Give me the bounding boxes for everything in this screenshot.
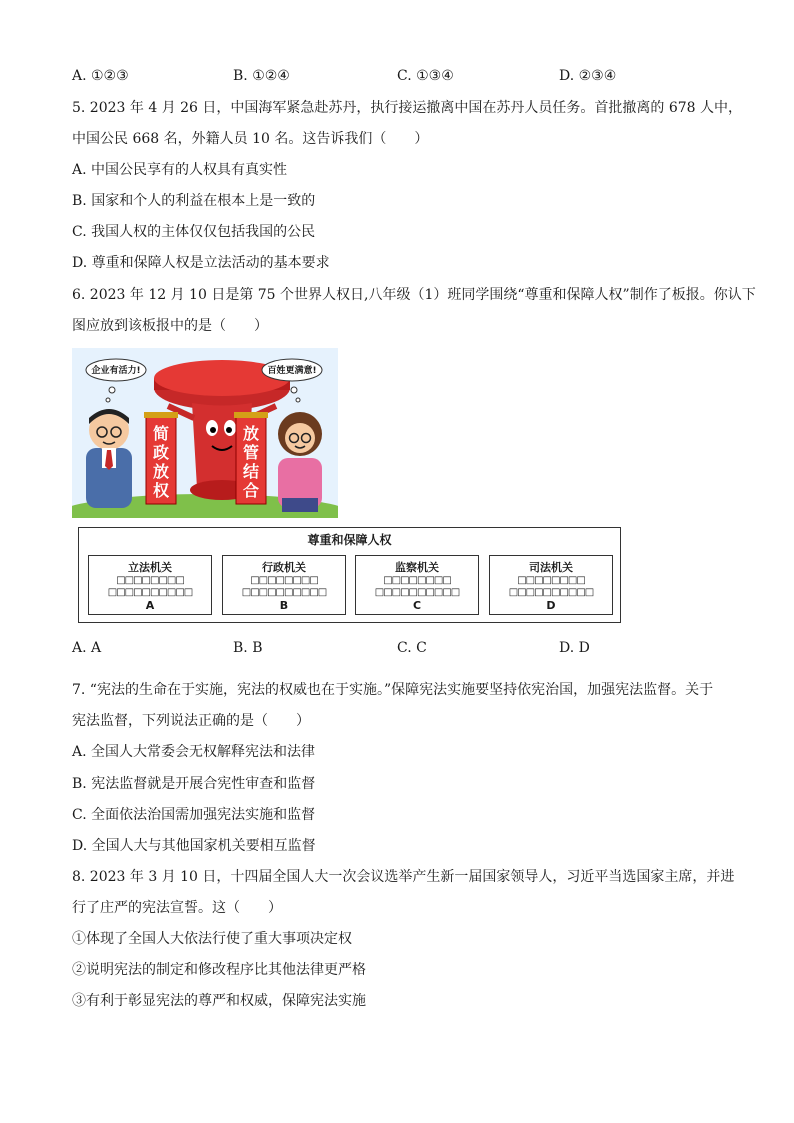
cartoon-illustration: [72, 348, 338, 518]
q4-option-a: A. ①②③: [72, 68, 129, 84]
q6-options: [72, 638, 722, 658]
board-card-b: [222, 555, 346, 615]
q8-item-1: ①体现了全国人大依法行使了重大事项决定权: [72, 931, 352, 947]
q7-option-a: A. 全国人大常委会无权解释宪法和法律: [72, 744, 316, 760]
q4-option-c: C. ①③④: [397, 68, 454, 84]
q4-option-b: B. ①②④: [233, 68, 290, 84]
card-placeholder-boxes: □□□□□□□□ □□□□□□□□□□: [508, 575, 594, 598]
q5-option-d: D. 尊重和保障人权是立法活动的基本要求: [72, 255, 330, 271]
q6-option-c: C. C: [397, 640, 427, 656]
board-card-a: [88, 555, 212, 615]
q4-options: [72, 66, 722, 86]
q8-item-2: ②说明宪法的制定和修改程序比其他法律更严格: [72, 962, 366, 978]
card-placeholder-boxes: □□□□□□□□ □□□□□□□□□□: [107, 575, 193, 598]
q6-stem-line-2: 图应放到该板报中的是（ ）: [72, 318, 268, 334]
bubble-left-text: 企业有活力!: [91, 366, 141, 376]
card-letter: A: [145, 599, 155, 612]
card-title: 行政机关: [262, 561, 306, 574]
card-letter: D: [546, 599, 556, 612]
q7-stem-line-1: 7. “宪法的生命在于实施，宪法的权威也在于实施。”保障宪法实施要坚持依宪治国，加强宪法监督。关于: [72, 682, 714, 698]
q5-option-a: A. 中国公民享有的人权具有真实性: [72, 162, 288, 178]
card-placeholder-boxes: □□□□□□□□ □□□□□□□□□□: [374, 575, 460, 598]
q5-stem-line-1: 5. 2023 年 4 月 26 日，中国海军紧急赴苏丹，执行接运撤离中国在苏丹人员任务。首批撤离的 678 人中，: [72, 100, 743, 116]
card-letter: C: [412, 599, 422, 612]
q6-option-b: B. B: [233, 640, 263, 656]
bubble-right-text: 百姓更满意!: [267, 366, 317, 376]
board-card-c: [355, 555, 479, 615]
q8-stem-line-1: 8. 2023 年 3 月 10 日，十四届全国人大一次会议选举产生新一届国家领导人，习近平当选国家主席，并进: [72, 869, 735, 885]
q6-option-a: A. A: [72, 640, 102, 656]
q7-option-b: B. 宪法监督就是开展合宪性审查和监督: [72, 776, 316, 792]
board-title: 尊重和保障人权: [307, 533, 392, 547]
board-diagram: [78, 527, 621, 623]
q6-stem-line-1: 6. 2023 年 12 月 10 日是第 75 个世界人权日,八年级（1）班同学围绕“尊重和保障人权”制作了板报。你认下: [72, 287, 756, 303]
card-letter: B: [279, 599, 289, 612]
q6-option-d: D. D: [559, 640, 590, 656]
card-title: 监察机关: [395, 561, 439, 574]
q5-option-c: C. 我国人权的主体仅仅包括我国的公民: [72, 224, 316, 240]
q4-option-d: D. ②③④: [559, 68, 617, 84]
q7-option-d: D. 全国人大与其他国家机关要相互监督: [72, 838, 316, 854]
card-title: 司法机关: [529, 561, 573, 574]
q7-stem-line-2: 宪法监督，下列说法正确的是（ ）: [72, 713, 310, 729]
card-placeholder-boxes: □□□□□□□□ □□□□□□□□□□: [241, 575, 327, 598]
q7-option-c: C. 全面依法治国需加强宪法实施和监督: [72, 807, 316, 823]
q5-stem-line-2: 中国公民 668 名，外籍人员 10 名。这告诉我们（ ）: [72, 131, 429, 147]
card-title: 立法机关: [128, 561, 172, 574]
board-card-d: [489, 555, 613, 615]
q8-stem-line-2: 行了庄严的宪法宣誓。这（ ）: [72, 900, 282, 916]
banner-left-text: 简政放权: [152, 424, 169, 500]
q5-option-b: B. 国家和个人的利益在根本上是一致的: [72, 193, 316, 209]
q8-item-3: ③有利于彰显宪法的尊严和权威，保障宪法实施: [72, 993, 366, 1009]
banner-right-text: 放管结合: [242, 424, 259, 500]
